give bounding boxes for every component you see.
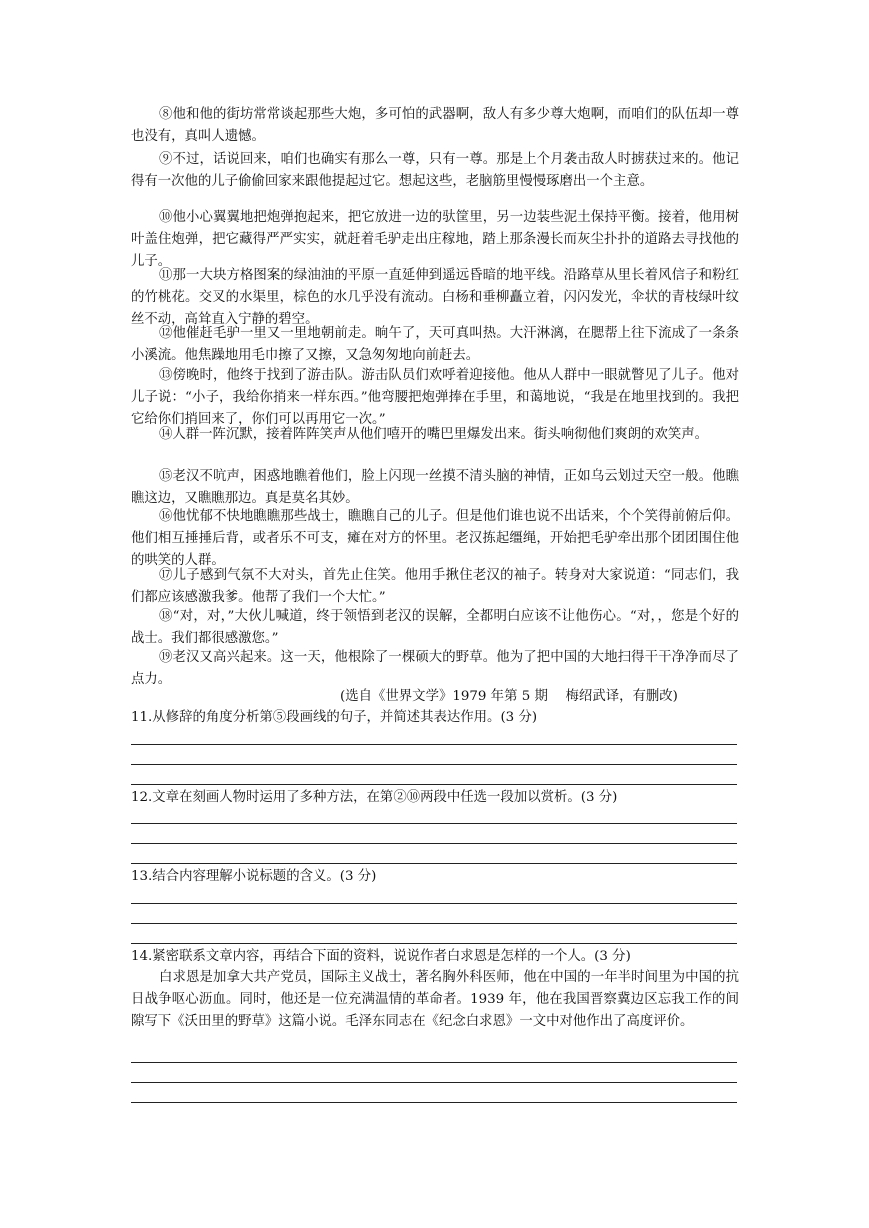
answer-line[interactable] [131,1082,737,1083]
answer-line[interactable] [131,744,737,745]
answer-line[interactable] [131,1102,737,1103]
story-source: (选自《世界文学》1979 年第 5 期 梅绍武译，有删改) [340,689,678,704]
paragraph-11: ⑪那一大块方格图案的绿油油的平原一直延伸到遥远昏暗的地平线。沿路草从里长着风信子和粉红的竹桃花。交叉的水渠里，棕色的水几乎没有流动。白杨和垂柳矗立着，闪闪发光，伞状的青枝绿叶纹丝不动，高耸直入宁静的碧空。 [131,268,739,327]
paragraph-15: ⑮老汉不吭声，困惑地瞧着他们，脸上闪现一丝摸不清头脑的神情，正如乌云划过天空一般。他瞧瞧这边，又瞧瞧那边。真是莫名其妙。 [131,469,739,506]
paragraph-16: ⑯他忧郁不快地瞧瞧那些战士，瞧瞧自己的儿子。但是他们谁也说不出话来，个个笑得前俯后仰。他们相互捶捶后背，或者乐不可支，瘫在对方的怀里。老汉拣起缰绳，开始把毛驴牵出那个团团围住他的哄笑的人群。 [131,509,739,568]
answer-line[interactable] [131,943,737,944]
answer-line[interactable] [131,843,737,844]
paragraph-19: ⑲老汉又高兴起来。这一天，他根除了一棵硕大的野草。他为了把中国的大地扫得干干净净而尽了点力。 [131,650,739,687]
paragraph-14: ⑭人群一阵沉默，接着阵阵笑声从他们嘻开的嘴巴里爆发出来。街头响彻他们爽朗的欢笑声。 [159,427,709,442]
answer-line[interactable] [131,903,737,904]
paragraph-12: ⑫他催赶毛驴一里又一里地朝前走。晌午了，天可真叫热。大汗淋漓，在腮帮上往下流成了一条条小溪流。他焦躁地用毛巾擦了又擦，又急匆匆地向前赶去。 [131,326,739,363]
answer-line[interactable] [131,784,737,785]
answer-line[interactable] [131,823,737,824]
question-14: 14.紧密联系文章内容，再结合下面的资料，说说作者白求恩是怎样的一个人。(3 分) [131,949,631,964]
answer-line[interactable] [131,1062,737,1063]
paragraph-18: ⑱“对，对，”大伙儿喊道，终于领悟到老汉的误解，全都明白应该不让他伤心。“对，，您是个好的战士。我们都很感激您。” [131,609,739,646]
paragraph-13: ⑬傍晚时，他终于找到了游击队。游击队员们欢呼着迎接他。他从人群中一眼就瞥见了儿子。他对儿子说：“小子，我给你捎来一样东西。”他弯腰把炮弹捧在手里，和蔼地说，“我是在地里找到的。我把它给你们捎回来了，你们可以再用它一次。” [131,368,739,427]
paragraph-9: ⑨不过，话说回来，咱们也确实有那么一尊，只有一尊。那是上个月袭击敌人时掳获过来的。他记得有一次他的儿子偷偷回家来跟他提起过它。想起这些，老脑筋里慢慢琢磨出一个主意。 [131,152,739,189]
question-14-material: 白求恩是加拿大共产党员，国际主义战士，著名胸外科医师，他在中国的一年半时间里为中国的抗日战争呕心沥血。同时，他还是一位充满温情的革命者。1939 年，他在我国晋察冀边区忘我工作的间隙写下《沃田里的野草》这篇小说。毛泽东同志在《纪念白求恩》一文中对他作出了高度评价。 [131,970,739,1029]
paragraph-17: ⑰儿子感到气氛不大对头，首先止住笑。他用手揪住老汉的袖子。转身对大家说道：“同志们，我们都应该感激我爹。他帮了我们一个大忙。” [131,568,739,605]
paragraph-8: ⑧他和他的街坊常常谈起那些大炮，多可怕的武器啊，敌人有多少尊大炮啊，而咱们的队伍却一尊也没有，真叫人遗憾。 [131,107,739,144]
question-12: 12.文章在刻画人物时运用了多种方法，在第②⑩两段中任选一段加以赏析。(3 分) [131,790,618,805]
question-13: 13.结合内容理解小说标题的含义。(3 分) [131,869,377,884]
answer-line[interactable] [131,764,737,765]
paragraph-10: ⑩他小心翼翼地把炮弹抱起来，把它放进一边的驮筐里，另一边装些泥土保持平衡。接着，他用树叶盖住炮弹，把它藏得严严实实，就赶着毛驴走出庄稼地，踏上那条漫长而灰尘扑扑的道路去寻找他的儿子。 [131,210,739,269]
question-11: 11.从修辞的角度分析第⑤段画线的句子，并简述其表达作用。(3 分) [131,710,538,725]
answer-line[interactable] [131,863,737,864]
answer-line[interactable] [131,923,737,924]
